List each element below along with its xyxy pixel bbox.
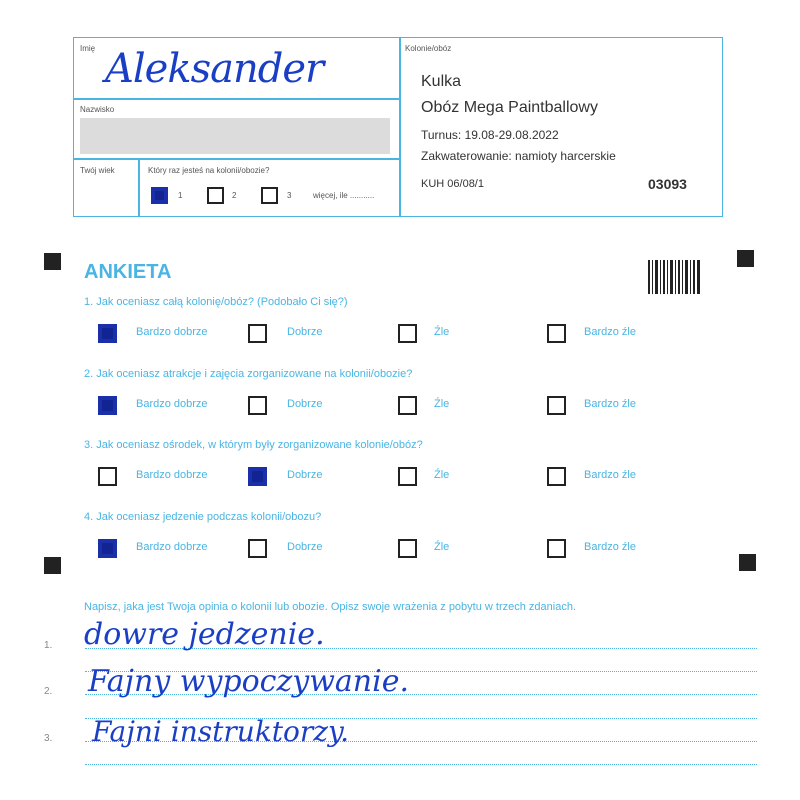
answer-1: dowre jedzenie. [84,617,325,652]
ktory-raz-label: Który raz jesteś na kolonii/obozie? [148,166,270,175]
question-2-option-1-label: Bardzo dobrze [136,398,208,410]
question-3-option-3-label: Źle [434,469,450,481]
header-divider [399,38,401,216]
line-number: 2. [44,686,53,697]
question-2-option-3-label: Źle [434,398,450,410]
question-3-option-1-checkbox[interactable] [98,467,117,486]
question-4-option-2-label: Dobrze [287,541,323,553]
question-4-option-4-label: Bardzo źle [584,541,636,553]
visit-1-checkbox[interactable] [151,187,168,204]
wiek-label: Twój wiek [80,166,115,175]
imie-label: Imię [80,44,96,53]
wiecej-label: więcej, ile ........... [313,191,375,200]
question-4-option-3-checkbox[interactable] [398,539,417,558]
question-4-option-1-label: Bardzo dobrze [136,541,208,553]
registration-marker [44,557,61,574]
question-2-text: 2. Jak oceniasz atrakcje i zajęcia zorganizowane na kolonii/obozie? [84,368,413,380]
question-3-option-2-checkbox[interactable] [248,467,267,486]
question-4-option-1-checkbox[interactable] [98,539,117,558]
question-3-option-1-label: Bardzo dobrze [136,469,208,481]
question-1-option-2-label: Dobrze [287,326,323,338]
question-2-option-1-checkbox[interactable] [98,396,117,415]
answer-line [85,764,757,765]
survey-title: ANKIETA [84,261,172,283]
question-3-option-4-label: Bardzo źle [584,469,636,481]
question-2-option-2-label: Dobrze [287,398,323,410]
question-4-option-4-checkbox[interactable] [547,539,566,558]
row-divider [138,158,140,216]
form-number: 03093 [648,176,687,192]
visit-3-label: 3 [287,191,292,200]
registration-marker [739,554,756,571]
question-1-option-4-checkbox[interactable] [547,324,566,343]
question-2-option-4-checkbox[interactable] [547,396,566,415]
registration-marker [737,250,754,267]
question-2-option-2-checkbox[interactable] [248,396,267,415]
zakwaterowanie: Zakwaterowanie: namioty harcerskie [421,149,616,163]
question-1-option-2-checkbox[interactable] [248,324,267,343]
turnus: Turnus: 19.08-29.08.2022 [421,128,559,142]
question-1-option-1-checkbox[interactable] [98,324,117,343]
question-2-option-4-label: Bardzo źle [584,398,636,410]
imie-value: Aleksander [105,46,324,92]
visit-2-label: 2 [232,191,237,200]
visit-1-label: 1 [178,191,183,200]
answer-3: Fajni instruktorzy. [92,715,350,748]
question-3-text: 3. Jak oceniasz ośrodek, w którym były zorganizowane kolonie/obóz? [84,439,423,451]
kolonia-name: Kulka [421,73,462,90]
nazwisko-label: Nazwisko [80,105,115,114]
kolonia-label: Kolonie/obóz [405,44,452,53]
line-number: 1. [44,640,53,651]
question-1-option-1-label: Bardzo dobrze [136,326,208,338]
question-4-text: 4. Jak oceniasz jedzenie podczas kolonii/obozu? [84,511,322,523]
question-2-option-3-checkbox[interactable] [398,396,417,415]
question-1-option-4-label: Bardzo źle [584,326,636,338]
barcode-icon [648,260,700,294]
opinion-prompt: Napisz, jaka jest Twoja opinia o kolonii lub obozie. Opisz swoje wrażenia z pobytu w trzech zdaniach. [84,601,576,613]
redacted-surname [80,118,390,154]
row-divider [74,98,399,100]
code: KUH 06/08/1 [421,178,484,190]
question-4-option-2-checkbox[interactable] [248,539,267,558]
question-1-option-3-checkbox[interactable] [398,324,417,343]
row-divider [74,158,399,160]
question-4-option-3-label: Źle [434,541,450,553]
question-3-option-4-checkbox[interactable] [547,467,566,486]
question-1-text: 1. Jak oceniasz całą kolonię/obóz? (Podobało Ci się?) [84,296,348,308]
oboz-name: Obóz Mega Paintballowy [421,99,598,116]
visit-3-checkbox[interactable] [261,187,278,204]
visit-2-checkbox[interactable] [207,187,224,204]
question-1-option-3-label: Źle [434,326,450,338]
question-3-option-2-label: Dobrze [287,469,323,481]
line-number: 3. [44,733,53,744]
answer-2: Fajny wypoczywanie. [88,664,409,699]
question-3-option-3-checkbox[interactable] [398,467,417,486]
registration-marker [44,253,61,270]
